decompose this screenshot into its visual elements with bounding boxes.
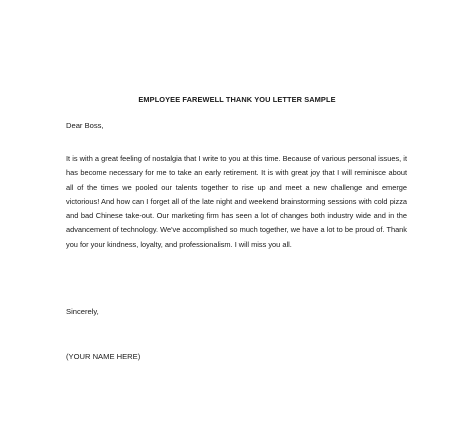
letter-title: EMPLOYEE FAREWELL THANK YOU LETTER SAMPLE	[138, 95, 336, 104]
letter-body: It is with a great feeling of nostalgia that I write to you at this time. Because of various personal issues, it has become necessary for me to take an early retirement. It is with great joy that I will reminisce about all of the times we pooled our talents together to rise up and meet a new challenge and emerge victorious! And how can I forget all of the late night and weekend brainstorming sessions with cold pizza and bad Chinese take-out. Our marketing firm has seen a lot of changes both industry wide and in the advancement of technology. We've accomplished so much together, we have a lot to be proud of. Thank you for your kindness, loyalty, and professionalism. I will miss you all.	[66, 154, 407, 249]
letter-salutation: Dear Boss,	[66, 121, 104, 130]
letter-closing: Sincerely,	[66, 307, 99, 316]
letter-signature: (YOUR NAME HERE)	[66, 352, 141, 361]
